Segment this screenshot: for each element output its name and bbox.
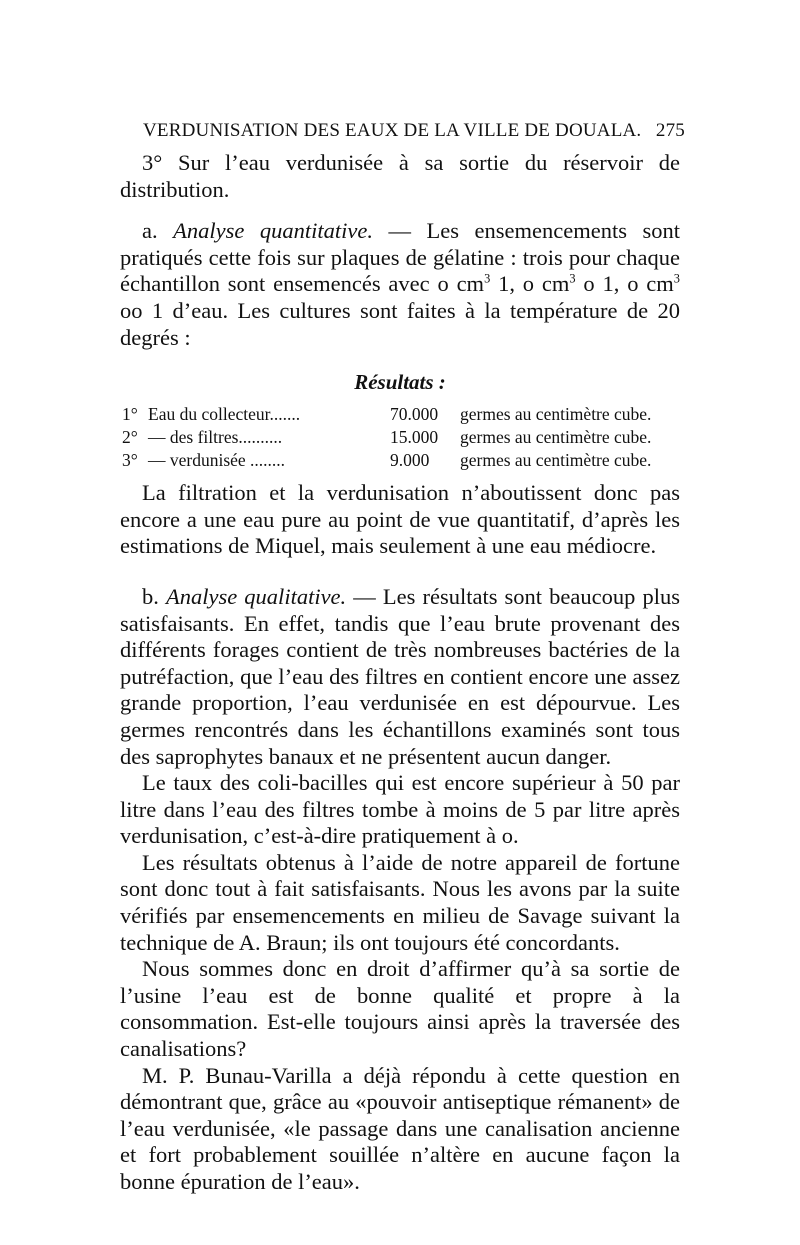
results-table xyxy=(122,403,651,472)
row-unit: germes au centimètre cube. xyxy=(460,404,652,425)
paragraph-bunau-varilla: M. P. Bunau-Varilla a déjà répondu à cette question en démontrant que, grâce au «pouvoir antiseptique rémanent» de l’eau verdunisée, «le passage dans une canalisation ancienne et fort probablement souillée n’altère en aucune façon la bonne épuration de l’eau». xyxy=(120,1062,680,1194)
row-value: 9.000 xyxy=(390,450,430,471)
body-text xyxy=(120,150,680,1196)
analyse-a-text-2: 1, o cm xyxy=(490,271,570,297)
row-number: 2° xyxy=(122,427,138,448)
row-unit: germes au centimètre cube. xyxy=(460,427,652,448)
table-row xyxy=(122,426,651,449)
analyse-b-title: Analyse qualitative. xyxy=(165,583,347,609)
analyse-a-text-3: o 1, o cm xyxy=(575,271,674,297)
running-title: VERDUNISATION DES EAUX DE LA VILLE DE DOUALA. xyxy=(143,120,642,141)
table-row xyxy=(122,449,651,472)
row-value: 70.000 xyxy=(390,404,439,425)
superscript-cube: 3 xyxy=(673,271,680,286)
analyse-b-label: b. xyxy=(142,583,166,609)
superscript-cube: 3 xyxy=(569,271,576,286)
row-number: 1° xyxy=(122,404,138,425)
paragraph-filtration: La filtration et la verdunisation n’aboutissent donc pas encore a une eau pure au point de vue quantitatif, d’après les estimations de Miquel, mais seulement à une eau médiocre. xyxy=(120,480,680,559)
analyse-b-text: — Les résultats sont beaucoup plus satisfaisants. En effet, tandis que l’eau brute provenant des différents forages contient de très nombreuses bactéries de la putréfaction, que l’eau des filtres en contient encore une assez grande proportion, l’eau verdunisée en est dépourvue. Les germes rencontrés dans les échantillons examinés sont tous des saprophytes banaux et ne présentent aucun danger. xyxy=(120,583,680,769)
row-number: 3° xyxy=(122,450,138,471)
row-label: — verdunisée ........ xyxy=(148,450,286,471)
superscript-cube: 3 xyxy=(484,271,491,286)
paragraph-analyse-quantitative xyxy=(120,218,680,351)
paragraph-resultats: Les résultats obtenus à l’aide de notre appareil de fortune sont donc tout à fait satisfaisants. Nous les avons par la suite vérifiés par ensemencements en milieu de Savage suivant la technique de A. Braun; ils ont toujours été concordants. xyxy=(120,849,680,955)
page-number: 275 xyxy=(655,120,685,141)
table-row xyxy=(122,403,651,426)
analyse-a-text-1: — Les ensemencements sont pratiqués cette fois sur plaques de gélatine : trois pour chaque échantillon sont ensemencés avec o cm xyxy=(120,218,680,297)
analyse-a-title: Analyse quantitative. xyxy=(173,218,373,244)
analyse-a-text-4: oo 1 d’eau. Les cultures sont faites à la température de 20 degrés : xyxy=(120,297,680,350)
paragraph-analyse-qualitative xyxy=(120,584,680,770)
results-heading: Résultats : xyxy=(354,370,446,395)
analyse-a-label: a. xyxy=(142,218,174,244)
paragraph-nous-sommes: Nous sommes donc en droit d’affirmer qu’à sa sortie de l’usine l’eau est de bonne qualité et propre à la consommation. Est-elle toujours ainsi après la traversée des canalisations? xyxy=(120,956,680,1062)
row-unit: germes au centimètre cube. xyxy=(460,450,652,471)
row-label: — des filtres.......... xyxy=(148,427,283,448)
row-label: Eau du collecteur....... xyxy=(148,404,301,425)
row-value: 15.000 xyxy=(390,427,439,448)
paragraph-coli-bacilles: Le taux des coli-bacilles qui est encore supérieur à 50 par litre dans l’eau des filtres tombe à moins de 5 par litre après verdunisation, c’est-à-dire pratiquement à o. xyxy=(120,770,680,849)
section-3-heading: 3° Sur l’eau verdunisée à sa sortie du réservoir de distribution. xyxy=(120,150,680,202)
